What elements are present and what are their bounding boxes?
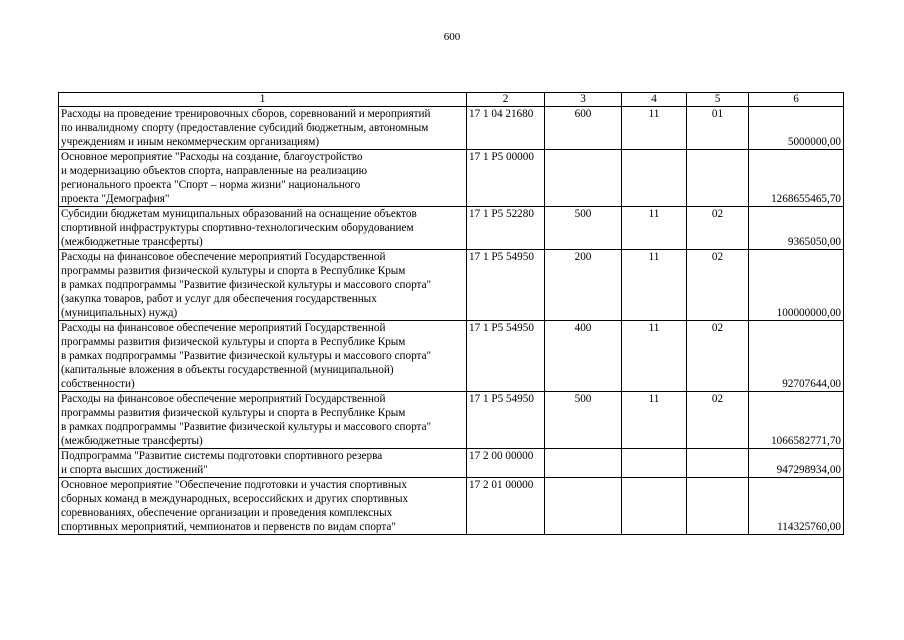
col5-cell: 01 (687, 107, 749, 150)
amount-cell: 1066582771,70 (749, 392, 844, 449)
col5-cell: 02 (687, 392, 749, 449)
col3-cell: 600 (545, 107, 622, 150)
header-cell: 3 (545, 93, 622, 107)
code-cell: 17 1 P5 54950 (467, 392, 545, 449)
col3-cell: 500 (545, 207, 622, 250)
col4-cell: 11 (622, 207, 687, 250)
amount-cell: 947298934,00 (749, 449, 844, 478)
amount-cell: 1268655465,70 (749, 150, 844, 207)
col4-cell (622, 449, 687, 478)
amount-cell: 100000000,00 (749, 250, 844, 321)
col3-cell: 400 (545, 321, 622, 392)
col4-cell: 11 (622, 250, 687, 321)
amount-cell: 9365050,00 (749, 207, 844, 250)
header-cell: 5 (687, 93, 749, 107)
amount-cell: 92707644,00 (749, 321, 844, 392)
code-cell: 17 1 P5 54950 (467, 250, 545, 321)
page-number: 600 (443, 31, 461, 43)
col4-cell: 11 (622, 107, 687, 150)
header-cell: 6 (749, 93, 844, 107)
code-cell: 17 2 00 00000 (467, 449, 545, 478)
table-row (59, 392, 844, 449)
table-row (59, 321, 844, 392)
col3-cell: 200 (545, 250, 622, 321)
table-row (59, 449, 844, 478)
description-cell: Подпрограмма "Развитие системы подготовки спортивного резерва и спорта высших достижений" (59, 449, 467, 478)
col5-cell (687, 150, 749, 207)
table-row (59, 478, 844, 535)
col5-cell (687, 478, 749, 535)
table-row (59, 107, 844, 150)
col4-cell (622, 478, 687, 535)
header-cell: 1 (59, 93, 467, 107)
header-cell: 2 (467, 93, 545, 107)
description-cell: Расходы на финансовое обеспечение мероприятий Государственной программы развития физической культуры и спорта в Республике Крым в рамках подпрограммы "Развитие физической культуры и массового спорта" (межбюджетные трансферты) (59, 392, 467, 449)
code-cell: 17 1 04 21680 (467, 107, 545, 150)
col4-cell (622, 150, 687, 207)
col3-cell (545, 150, 622, 207)
code-cell: 17 1 P5 00000 (467, 150, 545, 207)
col3-cell (545, 449, 622, 478)
description-cell: Расходы на проведение тренировочных сборов, соревнований и мероприятий по инвалидному спорту (предоставление субсидий бюджетным, автономным учреждениям и иным некоммерческим организациям) (59, 107, 467, 150)
amount-cell: 114325760,00 (749, 478, 844, 535)
budget-table (58, 92, 844, 535)
description-cell: Основное мероприятие "Расходы на создание, благоустройство и модернизацию объектов спорта, направленные на реализацию регионального проекта "Спорт – норма жизни" национального проекта "Демография" (59, 150, 467, 207)
table-row (59, 150, 844, 207)
description-cell: Расходы на финансовое обеспечение мероприятий Государственной программы развития физической культуры и спорта в Республике Крым в рамках подпрограммы "Развитие физической культуры и массового спорта" (закупка товаров, работ и услуг для обеспечения государственных (муниципальных) нужд) (59, 250, 467, 321)
col3-cell: 500 (545, 392, 622, 449)
description-cell: Расходы на финансовое обеспечение мероприятий Государственной программы развития физической культуры и спорта в Республике Крым в рамках подпрограммы "Развитие физической культуры и массового спорта" (капитальные вложения в объекты государственной (муниципальной) собственности) (59, 321, 467, 392)
col5-cell (687, 449, 749, 478)
col5-cell: 02 (687, 321, 749, 392)
code-cell: 17 1 P5 54950 (467, 321, 545, 392)
table-row (59, 250, 844, 321)
col3-cell (545, 478, 622, 535)
col4-cell: 11 (622, 392, 687, 449)
table-row (59, 207, 844, 250)
description-cell: Основное мероприятие "Обеспечение подготовки и участия спортивных сборных команд в международных, всероссийских и других спортивных соревнованиях, обеспечение организации и проведения комплексных спортивных мероприятий, чемпионатов и первенств по видам спорта" (59, 478, 467, 535)
code-cell: 17 2 01 00000 (467, 478, 545, 535)
col5-cell: 02 (687, 250, 749, 321)
col4-cell: 11 (622, 321, 687, 392)
header-row (59, 93, 844, 107)
col5-cell: 02 (687, 207, 749, 250)
description-cell: Субсидии бюджетам муниципальных образований на оснащение объектов спортивной инфраструктуры спортивно-технологическим оборудованием (межбюджетные трансферты) (59, 207, 467, 250)
header-cell: 4 (622, 93, 687, 107)
code-cell: 17 1 P5 52280 (467, 207, 545, 250)
amount-cell: 5000000,00 (749, 107, 844, 150)
